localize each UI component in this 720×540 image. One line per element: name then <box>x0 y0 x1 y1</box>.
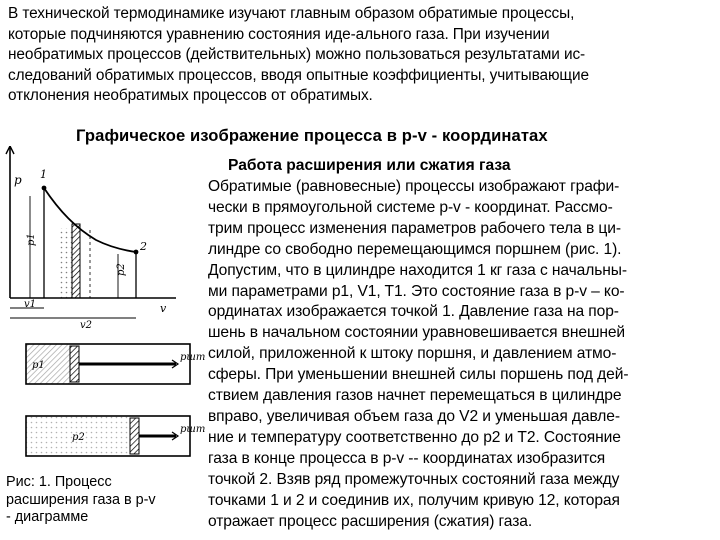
cylinder-initial <box>26 344 205 384</box>
point-1-label: 1 <box>40 168 47 181</box>
body-paragraph: Обратимые (равновесные) процессы изображают графи- чески в прямоугольной системе p-v - координат. Рассмо- трим процесс изменения параметров рабочего тела в ци- линдре со свободно перемещающимся поршнем (рис. 1). Допустим, что в цилиндре находится 1 кг газа с начальны- ми параметрами p1, V1, T1. Это состояние газа в p-v – ко- ординатах изображается точкой 1. Давление газа на пор- шень в начальном состоянии уравновешивается внешней силой, приложенной к штоку поршня, и давлением атмо- сферы. При уменьшении внешней силы поршень под дей- ствием давления газов начнет перемещаться в цилиндре вправо, увеличивая объем газа до V2 и уменьшая давле- ние и температуру соответственно до p2 и T2. Состояние газа в конце процесса в p-v -- координатах изобразится точкой 2. Взяв ряд промежуточных состояний газа между точками 1 и 2 и соединив их, получим кривую 12, которая отражает процесс расширения (сжатия) газа. <box>208 178 629 530</box>
intro-paragraph: В технической термодинамике изучают главным образом обратимые процессы, которые подчиняются уравнению состояния иде-ального газа. При изучении необратимых процессов (действительных) можно пользоваться результатами ис- следований обратимых процессов, вводя опытные коэффициенты, учитывающие отклонения необратимых процессов от обратимых. <box>8 5 589 105</box>
cylinder-2-p-label: p2 <box>72 432 85 443</box>
v-axis-label: v <box>160 302 167 315</box>
cylinder-final <box>26 416 205 456</box>
v1-label: v1 <box>24 299 37 310</box>
section-heading: Графическое изображение процесса в p-v - координатах <box>76 126 548 145</box>
pv-diagram-figure <box>0 146 208 471</box>
p-axis-label: p <box>14 173 22 187</box>
area-shading <box>60 228 72 298</box>
p2-label: p2 <box>116 263 127 276</box>
piston-2 <box>130 418 139 454</box>
force-2-label: pшт <box>180 424 206 435</box>
work-strip <box>72 224 80 298</box>
force-1-label: pшт <box>180 352 206 363</box>
subheading: Работа расширения или сжатия газа <box>228 157 511 174</box>
cylinder-1-p-label: p1 <box>32 360 45 371</box>
point-2-marker <box>134 250 139 255</box>
pv-diagram-svg <box>0 146 208 471</box>
figure-caption: Рис: 1. Процесс расширения газа в p-v - диаграмме <box>6 474 156 526</box>
point-2-label: 2 <box>140 240 147 253</box>
point-1-marker <box>42 186 47 191</box>
pv-graph <box>6 146 176 331</box>
p1-label: p1 <box>26 233 37 246</box>
v2-label: v2 <box>80 320 93 331</box>
piston-1 <box>70 346 79 382</box>
